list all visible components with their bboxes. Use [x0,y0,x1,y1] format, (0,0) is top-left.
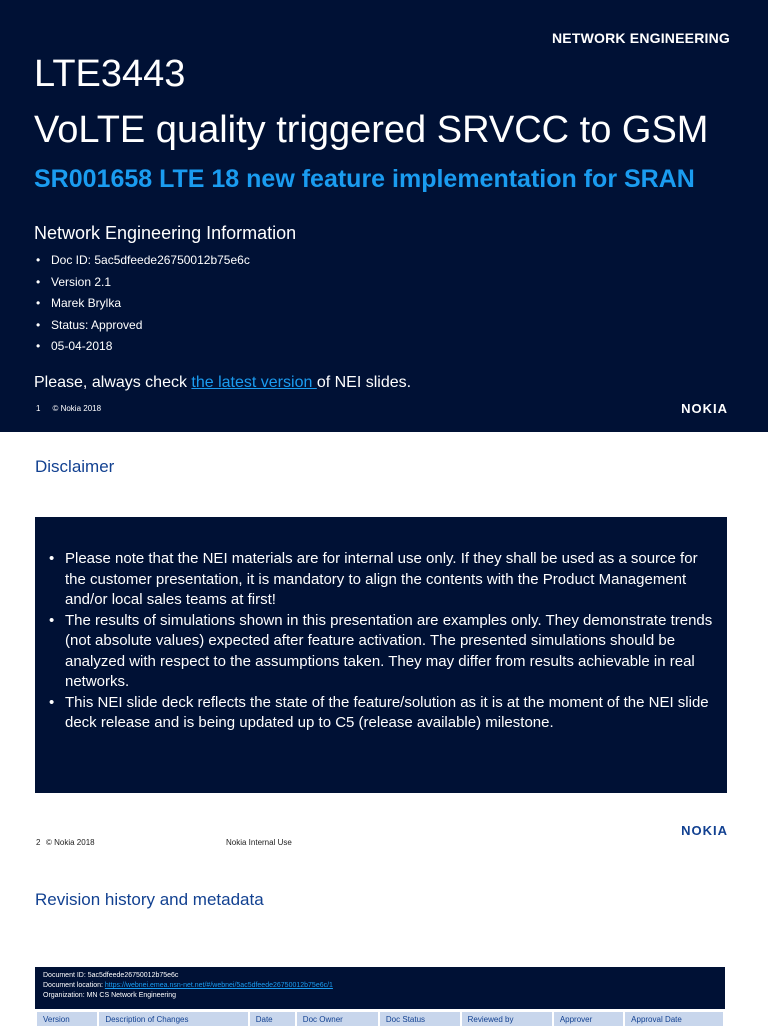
title-slide [0,0,768,432]
bullet-icon: • [36,317,41,332]
network-engineering-header: NETWORK ENGINEERING [551,30,730,46]
classification-label: Nokia Internal Use [226,838,292,847]
disclaimer-slide [0,432,768,864]
bullet-icon: • [36,339,41,354]
page-number: 1 [36,404,41,413]
bullet-icon: • [36,274,41,289]
info-item-date: • 05-04-2018 [36,336,250,358]
revision-history-slide [0,864,768,1024]
disclaimer-item: • Please note that the NEI materials are for internal use only. If they shall be used as a source for the customer presentation, it is mandatory to align the contents with the Product Management and/or local sales teams at first! [49,549,713,611]
info-list [36,250,250,358]
copyright: © Nokia 2018 [46,838,95,847]
feature-name-title: VoLTE quality triggered SRVCC to GSM [34,109,709,151]
organization-line: Organization: MN CS Network Engineering [43,992,177,999]
revision-title: Revision history and metadata [35,890,264,909]
nokia-logo: NOKIA [681,823,728,838]
disclaimer-list [49,549,713,734]
disclaimer-box [35,517,727,793]
info-item-version: • Version 2.1 [36,272,250,294]
feature-subtitle: SR001658 LTE 18 new feature implementation for SRAN [34,165,695,193]
disclaimer-title: Disclaimer [35,457,115,476]
bullet-icon: • [36,253,41,267]
column-header-doc-status: Doc Status [380,1012,460,1026]
disclaimer-item: • The results of simulations shown in this presentation are examples only. They demonstrate trends (not absolute values) expected after feature activation. The presented simulations should be analyzed with respect to the assumptions taken. They may differ from results achievable in real networks. [49,611,713,693]
column-header-description: Description of Changes [99,1012,247,1026]
info-item-status: • Status: Approved [36,315,250,337]
column-header-doc-owner: Doc Owner [297,1012,378,1026]
page-number: 2 [36,838,41,847]
info-item-doc-id: • Doc ID: 5ac5dfeede26750012b75e6c [36,250,250,272]
info-heading: Network Engineering Information [34,223,297,243]
slide-footer [36,404,113,413]
column-header-date: Date [250,1012,295,1026]
document-id-line: Document ID: 5ac5dfeede26750012b75e6c [43,972,179,979]
feature-id-title: LTE3443 [34,53,186,95]
nokia-logo: NOKIA [681,401,728,416]
info-item-author: • Marek Brylka [36,293,250,315]
disclaimer-item: • This NEI slide deck reflects the state of the feature/solution as it is at the moment of the NEI slide deck release and is being updated up to C5 (release available) milestone. [49,693,713,734]
document-location-link[interactable]: https://webnei.emea.nsn-net.net/#/webnei/5ac5dfeede26750012b75e6c/1 [104,982,333,989]
latest-version-link[interactable]: the latest version [191,374,317,391]
copyright: © Nokia 2018 [52,404,102,413]
column-header-version: Version [37,1012,97,1026]
latest-version-notice: Please, always check the latest version of NEI slides. [34,374,412,391]
document-location-line: Document location: https://webnei.emea.nsn-net.net/#/webnei/5ac5dfeede26750012b75e6c/1 [43,982,333,989]
column-header-approval-date: Approval Date [625,1012,723,1026]
metadata-box [35,967,725,1009]
column-header-approver: Approver [554,1012,623,1026]
column-header-reviewed-by: Reviewed by [462,1012,552,1026]
bullet-icon: • [36,296,41,311]
